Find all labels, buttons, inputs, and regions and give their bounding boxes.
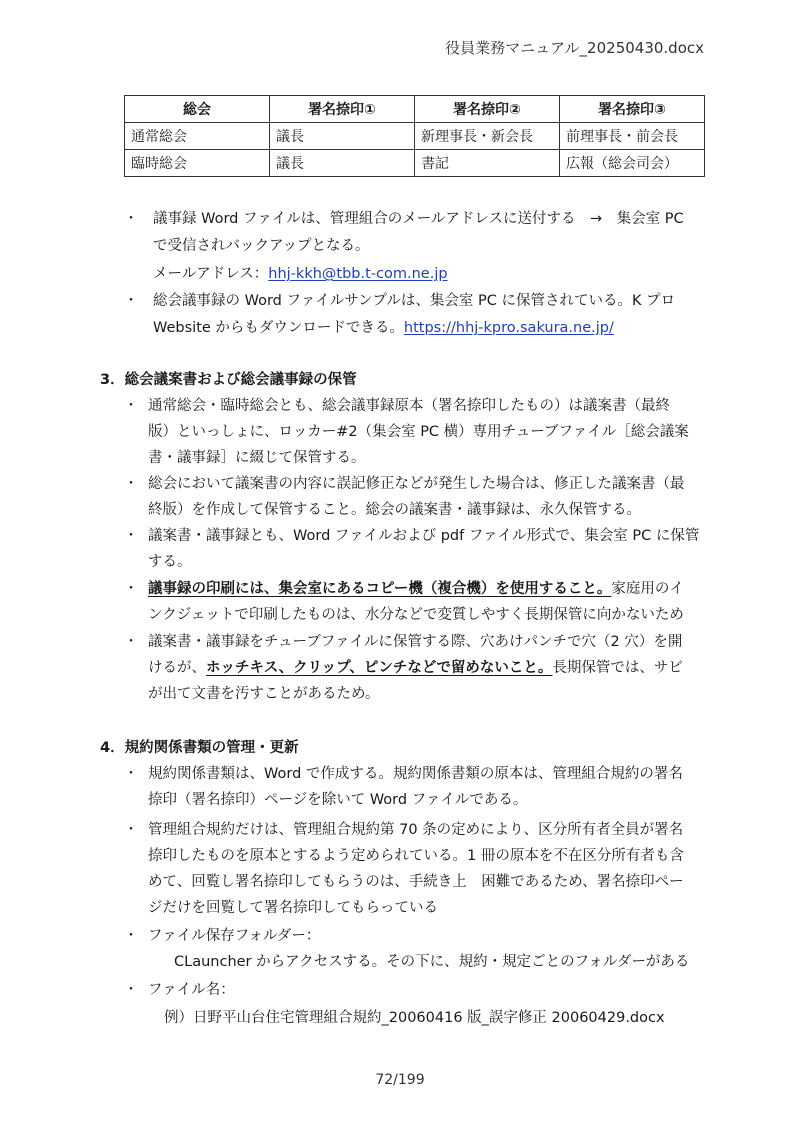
intro-bullet-2-line-2: Website からもダウンロードできる。 <box>153 320 404 336</box>
document-header-filename: 役員業務マニュアル_20250430.docx <box>445 39 704 57</box>
table-cell: 議長 <box>270 123 415 150</box>
table-header-cell: 署名捺印② <box>415 96 560 123</box>
table-cell: 前理事長・前会長 <box>560 123 705 150</box>
email-line <box>153 264 448 284</box>
table-cell: 書記 <box>415 150 560 177</box>
bullet-mark: ・ <box>124 476 138 492</box>
s3-item4-line1-rest: 家庭用のイ <box>611 581 684 597</box>
s3-item5-line2-rest: 長期保管では、サビ <box>552 660 683 676</box>
s3-item4-line1 <box>148 579 684 599</box>
section-4-heading: 4．規約関係書類の管理・更新 <box>100 740 299 756</box>
bullet-mark: ・ <box>124 581 138 597</box>
s3-item5-line3: が出て文書を汚すことがあるため。 <box>148 686 380 702</box>
intro-bullet-2-line-1: 総会議事録の Word ファイルサンプルは、集会室 PC に保管されている。K プロ <box>153 293 676 309</box>
s3-item2-line2: 終版）を作成して保管すること。総会の議案書・議事録は、永久保管する。 <box>148 502 641 518</box>
bullet-mark: ・ <box>124 398 138 414</box>
s3-item3-line1: 議案書・議事録とも、Word ファイルおよび pdf ファイル形式で、集会室 PC に保管 <box>148 528 700 544</box>
email-label: メールアドレス： <box>153 266 269 282</box>
bullet-mark: ・ <box>124 634 138 650</box>
s3-item2-line1: 総会において議案書の内容に誤記修正などが発生した場合は、修正した議案書（最 <box>148 476 685 492</box>
s3-item5-line2-prefix: けるが、 <box>148 660 206 676</box>
page-number: 72/199 <box>375 1072 425 1088</box>
table-cell: 広報（総会司会） <box>560 150 705 177</box>
email-link[interactable]: hhj-kkh@tbb.t-com.ne.jp <box>268 266 448 282</box>
s4-item1-line1: 規約関係書類は、Word で作成する。規約関係書類の原本は、管理組合規約の署名 <box>148 766 683 782</box>
bullet-mark: ・ <box>124 822 138 838</box>
s4-item4-line2: 例）日野平山台住宅管理組合規約_20060416 版_誤字修正 20060429.docx <box>164 1010 665 1026</box>
table-header-cell: 署名捺印③ <box>560 96 705 123</box>
bullet-mark: ・ <box>124 211 138 227</box>
bullet-mark: ・ <box>124 766 138 782</box>
s3-item5-line1: 議案書・議事録をチューブファイルに保管する際、穴あけパンチで穴（2 穴）を開 <box>148 634 683 650</box>
table-cell: 新理事長・新会長 <box>415 123 560 150</box>
s4-item2-line4: ジだけを回覧して署名捺印してもらっている <box>148 900 438 916</box>
s4-item2-line2: 捺印したものを原本とするよう定められている。1 冊の原本を不在区分所有者も含 <box>148 848 684 864</box>
intro-bullet-1-line-2: で受信されバックアップとなる。 <box>153 238 370 254</box>
bullet-mark: ・ <box>124 982 138 998</box>
s3-item5-line2 <box>148 658 683 678</box>
table-header-cell: 署名捺印① <box>270 96 415 123</box>
s3-item1-line3: 書・議事録］に綴じて保管する。 <box>148 450 366 466</box>
s4-item3-line1: ファイル保存フォルダー： <box>148 928 321 944</box>
table-cell: 議長 <box>270 150 415 177</box>
print-rule-emphasis: 議事録の印刷には、集会室にあるコピー機（複合機）を使用すること。 <box>148 581 612 597</box>
intro-bullet-1-line-1: 議事録 Word ファイルは、管理組合のメールアドレスに送付する → 集会室 PC <box>153 211 684 227</box>
stapler-rule-emphasis: ホッチキス、クリップ、ピンチなどで留めないこと。 <box>206 660 553 676</box>
table-header-row <box>125 96 705 123</box>
s3-item3-line2: する。 <box>148 554 192 570</box>
website-line <box>153 318 614 338</box>
section-3-heading: 3．総会議案書および総会議事録の保管 <box>100 372 357 388</box>
s4-item2-line3: めて、回覧し署名捺印してもらうのは、手続き上 困難であるため、署名捺印ペー <box>148 874 684 890</box>
table-row <box>125 123 705 150</box>
table-row <box>125 150 705 177</box>
s4-item2-line1: 管理組合規約だけは、管理組合規約第 70 条の定めにより、区分所有者全員が署名 <box>148 822 684 838</box>
website-link[interactable]: https://hhj-kpro.sakura.ne.jp/ <box>403 320 614 336</box>
signature-table <box>124 95 705 177</box>
s3-item1-line1: 通常総会・臨時総会とも、総会議事録原本（署名捺印したもの）は議案書（最終 <box>148 398 670 414</box>
s3-item4-line2: ンクジェットで印刷したものは、水分などで変質しやすく長期保管に向かないため <box>148 607 684 623</box>
table-cell: 臨時総会 <box>125 150 270 177</box>
s3-item1-line2: 版）といっしょに、ロッカー#2（集会室 PC 横）専用チューブファイル［総会議案 <box>148 424 689 440</box>
s4-item1-line2: 捺印（署名捺印）ページを除いて Word ファイルである。 <box>148 792 528 808</box>
bullet-mark: ・ <box>124 928 138 944</box>
bullet-mark: ・ <box>124 528 138 544</box>
table-header-cell: 総会 <box>125 96 270 123</box>
bullet-mark: ・ <box>124 293 138 309</box>
s4-item4-line1: ファイル名： <box>148 982 235 998</box>
s4-item3-line2: CLauncher からアクセスする。その下に、規約・規定ごとのフォルダーがある <box>174 954 690 970</box>
table-cell: 通常総会 <box>125 123 270 150</box>
